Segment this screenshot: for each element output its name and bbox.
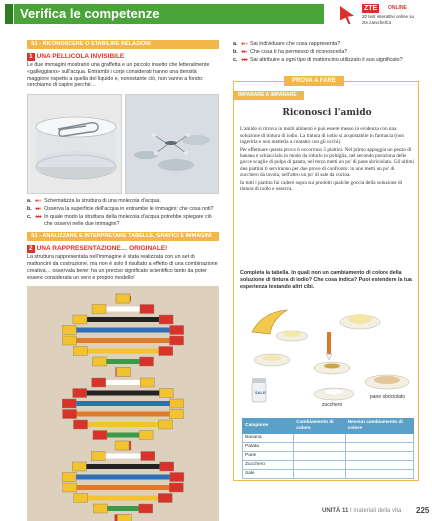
exercise-text: La struttura rappresentata nell'immagine è stata realizzata con un set di mattoncini da costruzione, ma non è solo il risultato a effetto di una combinazione creativa… osservala bene: ha un preciso significato scientifico tanto da poter essere considerata un vero e proprio modello! bbox=[27, 254, 218, 281]
dna-rung bbox=[105, 359, 140, 364]
dna-rung bbox=[86, 348, 160, 353]
table-header: Nessun cambiamento di colore bbox=[345, 419, 413, 434]
dna-backbone-brick bbox=[159, 315, 173, 324]
dna-backbone-brick bbox=[160, 462, 174, 471]
question-list-1 bbox=[27, 198, 219, 227]
dna-backbone-brick bbox=[139, 504, 153, 513]
online-label: ONLINE bbox=[388, 5, 407, 11]
exercise-number: 2 bbox=[29, 245, 33, 253]
right-column bbox=[233, 40, 417, 481]
bread-label: pane sbriciolato bbox=[370, 394, 406, 401]
exercise-title-text: UNA RAPPRESENTAZIONE… ORIGINALE! bbox=[36, 245, 168, 253]
dna-backbone-brick bbox=[93, 504, 107, 513]
prova-a-fare-box bbox=[233, 78, 419, 481]
table-header: Cambiamento di colore bbox=[294, 419, 345, 434]
zte-badge: ZTE bbox=[364, 5, 378, 12]
dna-backbone-brick bbox=[92, 357, 106, 366]
results-table bbox=[242, 418, 414, 479]
dna-rung bbox=[75, 401, 171, 406]
dna-rung bbox=[75, 474, 171, 479]
dna-rung bbox=[105, 306, 141, 311]
dna-backbone-brick bbox=[116, 367, 130, 376]
table-row: Zucchero bbox=[243, 461, 414, 470]
difficulty-dots: ●●● bbox=[35, 205, 42, 212]
dna-backbone-brick bbox=[170, 325, 184, 334]
dna-backbone-brick bbox=[62, 325, 76, 334]
question-item: c. ●●● Sai attribuire a ogni tipo di mattoncino utilizzato il suo significato? bbox=[233, 56, 403, 63]
paperclip-photo bbox=[27, 94, 122, 194]
online-box[interactable] bbox=[340, 4, 430, 30]
dna-rung bbox=[105, 380, 142, 385]
difficulty-dots: ●●● bbox=[241, 41, 248, 47]
exercise-text: Le due immagini mostrano una graffetta e un piccolo insetto che letteralmente «galleggiano» sull'acqua. Entrambi i corpi considerati hanno una densità maggiore rispetto a quella del liquido e, nonostante ciò, non vanno a fondo: cerchiamo di capire perché… bbox=[27, 62, 210, 89]
table-row: Banana bbox=[243, 434, 414, 443]
dna-backbone-brick bbox=[91, 451, 105, 460]
insect-photo bbox=[125, 94, 219, 194]
section-heading: S1 - ANALIZZARE E INTERPRETARE TABELLE, GRAFICI E IMMAGINI bbox=[27, 232, 219, 241]
dna-backbone-brick bbox=[92, 304, 106, 313]
imparare-label: IMPARARE A IMPARARE bbox=[234, 91, 304, 100]
dna-rung bbox=[86, 390, 161, 395]
dna-backbone-brick bbox=[73, 388, 87, 397]
starch-test-illustration bbox=[242, 302, 414, 412]
exercise-title-text: UNA PELLICOLA INVISIBILE bbox=[36, 53, 125, 60]
card-paragraph: L'amido si ritrova in molti alimenti e può essere messo in evidenza con una soluzione di tintura di iodio. La tintura di iodio si acquistabile in farmacia (non ingerirla e non metterla a contatto con gli occhi). bbox=[240, 126, 404, 146]
dna-backbone-brick bbox=[159, 388, 173, 397]
difficulty-dots: ●●● bbox=[241, 56, 248, 63]
left-column bbox=[27, 40, 219, 521]
card-paragraph: In tutti i piattini fai cadere sopra sui prodotti qualche goccia della soluzione di tintura di iodio e osserva. bbox=[240, 179, 403, 193]
dna-backbone-brick bbox=[117, 514, 131, 521]
dna-backbone-brick bbox=[170, 399, 184, 408]
prova-label: PROVA A FARE bbox=[284, 76, 344, 86]
footer bbox=[322, 508, 401, 514]
card-body bbox=[240, 126, 414, 193]
dna-backbone-brick bbox=[62, 399, 76, 408]
footer-unit: UNITÀ 11 bbox=[322, 508, 349, 514]
dna-backbone-brick bbox=[159, 346, 173, 355]
dna-backbone-brick bbox=[73, 346, 87, 355]
page-title: Verifica le competenze bbox=[20, 6, 160, 21]
cursor-icon bbox=[340, 6, 354, 24]
dna-rung bbox=[85, 464, 160, 469]
salt-label: SALE bbox=[255, 390, 266, 396]
card-paragraph: Per effettuare questa prova ti occorrono 5 piattini. Nel primo appoggia un pezzo di banana e schiaccialo in modo da ridurlo in poltiglia, nel secondo posiziona delle gocce scaglie di polpa di patata, nel terzo metti un po' di pane sbriciolato. Gli ultimi due piattini ti serviranno per due prove di confronto: in uno metti un po' di zucchero da tavola, nell'altro un po' di sale da cucina. bbox=[240, 146, 414, 179]
dna-backbone-brick bbox=[74, 493, 88, 502]
exercise-title bbox=[27, 245, 219, 253]
dna-rung bbox=[76, 485, 171, 490]
sugar-label: zucchero bbox=[322, 402, 343, 409]
dna-backbone-brick bbox=[62, 472, 76, 481]
dna-backbone-brick bbox=[169, 409, 183, 418]
difficulty-dots: ●●● bbox=[241, 48, 248, 55]
header-accent bbox=[5, 4, 13, 24]
difficulty-dots: ●●● bbox=[35, 213, 42, 220]
dna-backbone-brick bbox=[139, 430, 153, 439]
dna-rung bbox=[75, 338, 170, 343]
question-item: a. ●●● Sai individuare che cosa rappresenta? bbox=[233, 41, 341, 47]
dna-rung bbox=[87, 495, 159, 500]
question-item: b. ●●● Che cosa ti ha permesso di riconoscerla? bbox=[233, 48, 348, 55]
dna-backbone-brick bbox=[72, 462, 86, 471]
dna-backbone-brick bbox=[73, 315, 87, 324]
table-row: Pane bbox=[243, 452, 414, 461]
difficulty-dots: ●●● bbox=[35, 198, 42, 205]
dna-backbone-brick bbox=[140, 378, 154, 387]
dna-backbone-brick bbox=[73, 420, 87, 429]
dna-backbone-brick bbox=[170, 336, 184, 345]
dna-backbone-brick bbox=[62, 336, 76, 345]
dna-backbone-brick bbox=[63, 483, 77, 492]
dna-rung bbox=[106, 432, 140, 437]
dna-backbone-brick bbox=[140, 357, 154, 366]
dna-rung bbox=[106, 506, 139, 511]
table-row: Sale bbox=[243, 470, 414, 479]
question-item: c. ●●● In quale modo la struttura della molecola d'acqua potrebbe spiegare ciò che osservi nelle due immagini? bbox=[27, 213, 212, 227]
page-header bbox=[0, 0, 432, 32]
card-title: Riconosci l'amido bbox=[282, 108, 372, 119]
online-text: 20 test interattivi online su zte.zanichelli.it bbox=[362, 14, 415, 25]
dna-lego-photo bbox=[27, 286, 219, 521]
dna-rung bbox=[104, 453, 142, 458]
dna-backbone-brick bbox=[116, 294, 130, 303]
exercise-title bbox=[27, 53, 219, 61]
dna-backbone-brick bbox=[158, 493, 172, 502]
dna-backbone-brick bbox=[92, 378, 106, 387]
dna-rung bbox=[86, 422, 159, 427]
dna-backbone-brick bbox=[63, 409, 77, 418]
dna-rung bbox=[75, 327, 170, 332]
question-item: b. ●●● Osserva la superficie dell'acqua in entrambe le immagini: che cosa noti? bbox=[27, 205, 214, 212]
dna-backbone-brick bbox=[115, 441, 129, 450]
dna-backbone-brick bbox=[169, 483, 183, 492]
section-heading: S1 - RICONOSCERE O STABILIRE RELAZIONI bbox=[27, 40, 219, 49]
dna-backbone-brick bbox=[170, 472, 184, 481]
photo-row bbox=[27, 94, 219, 194]
dna-backbone-brick bbox=[159, 420, 173, 429]
footer-unit-title: I materiali della vita bbox=[350, 508, 402, 514]
dna-backbone-brick bbox=[93, 430, 107, 439]
page-number: 225 bbox=[416, 506, 430, 515]
card-instructions: Completa la tabella. In quali non un cambiamento di colore della soluzione di tintura di iodio? Che cosa indica? Puoi estendere la tua esperienza testando altri cibi. bbox=[240, 270, 412, 290]
dna-backbone-brick bbox=[141, 451, 155, 460]
dna-backbone-brick bbox=[140, 304, 154, 313]
dna-rung bbox=[86, 317, 160, 322]
table-row: Patata bbox=[243, 443, 414, 452]
exercise-number: 1 bbox=[29, 53, 33, 60]
table-header: Campione bbox=[243, 419, 294, 434]
question-item: a. ●●● Schematizza la struttura di una molecola d'acqua. bbox=[27, 198, 161, 205]
dna-rung bbox=[76, 411, 171, 416]
